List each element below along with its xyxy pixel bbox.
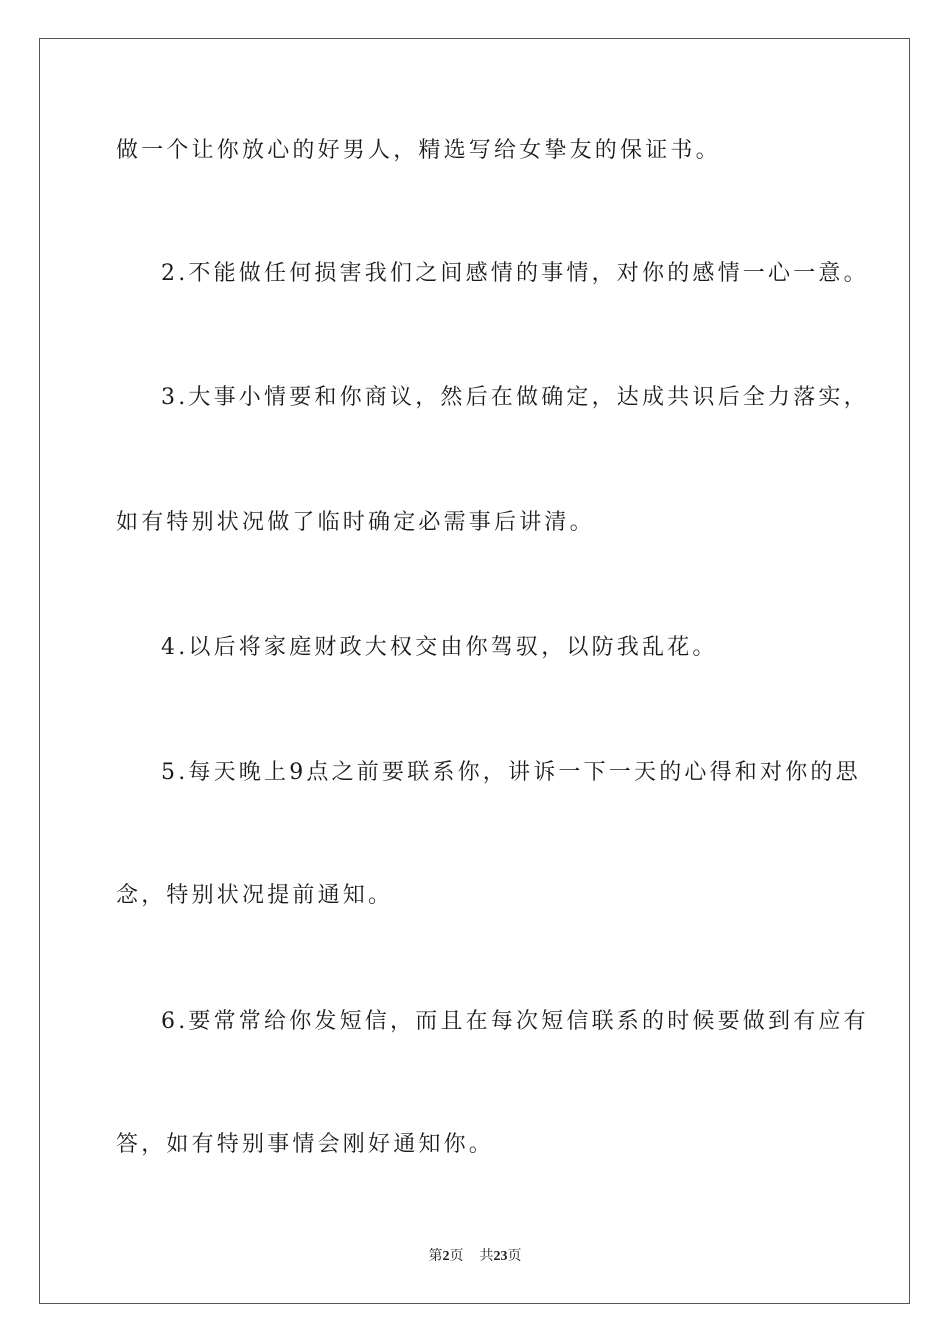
body-line-4: 如有特别状况做了临时确定必需事后讲清。 [116, 510, 595, 535]
body-line-7: 念，特别状况提前通知。 [116, 883, 394, 908]
body-line-1: 做一个让你放心的好男人，精选写给女挚友的保证书。 [116, 138, 721, 163]
footer-page-total: 23 [493, 1249, 508, 1264]
body-line-6: 5.每天晚上9点之前要联系你，讲诉一下一天的心得和对你的思 [161, 760, 861, 785]
body-line-5: 4.以后将家庭财政大权交由你驾驭，以防我乱花。 [161, 635, 718, 660]
footer-page-current: 2 [442, 1249, 450, 1264]
footer-total-prefix: 共 [479, 1248, 494, 1264]
body-line-3: 3.大事小情要和你商议，然后在做确定，达成共识后全力落实， [161, 385, 869, 410]
body-line-9: 答，如有特别事情会刚好通知你。 [116, 1132, 495, 1157]
page-footer [0, 1246, 950, 1267]
footer-page-mid: 页 [449, 1248, 464, 1264]
body-line-2: 2.不能做任何损害我们之间感情的事情，对你的感情一心一意。 [161, 261, 869, 286]
page-frame [39, 38, 910, 1304]
footer-page-prefix: 第 [428, 1248, 443, 1264]
footer-total-suffix: 页 [507, 1248, 522, 1264]
body-line-8: 6.要常常给你发短信，而且在每次短信联系的时候要做到有应有 [161, 1009, 869, 1034]
